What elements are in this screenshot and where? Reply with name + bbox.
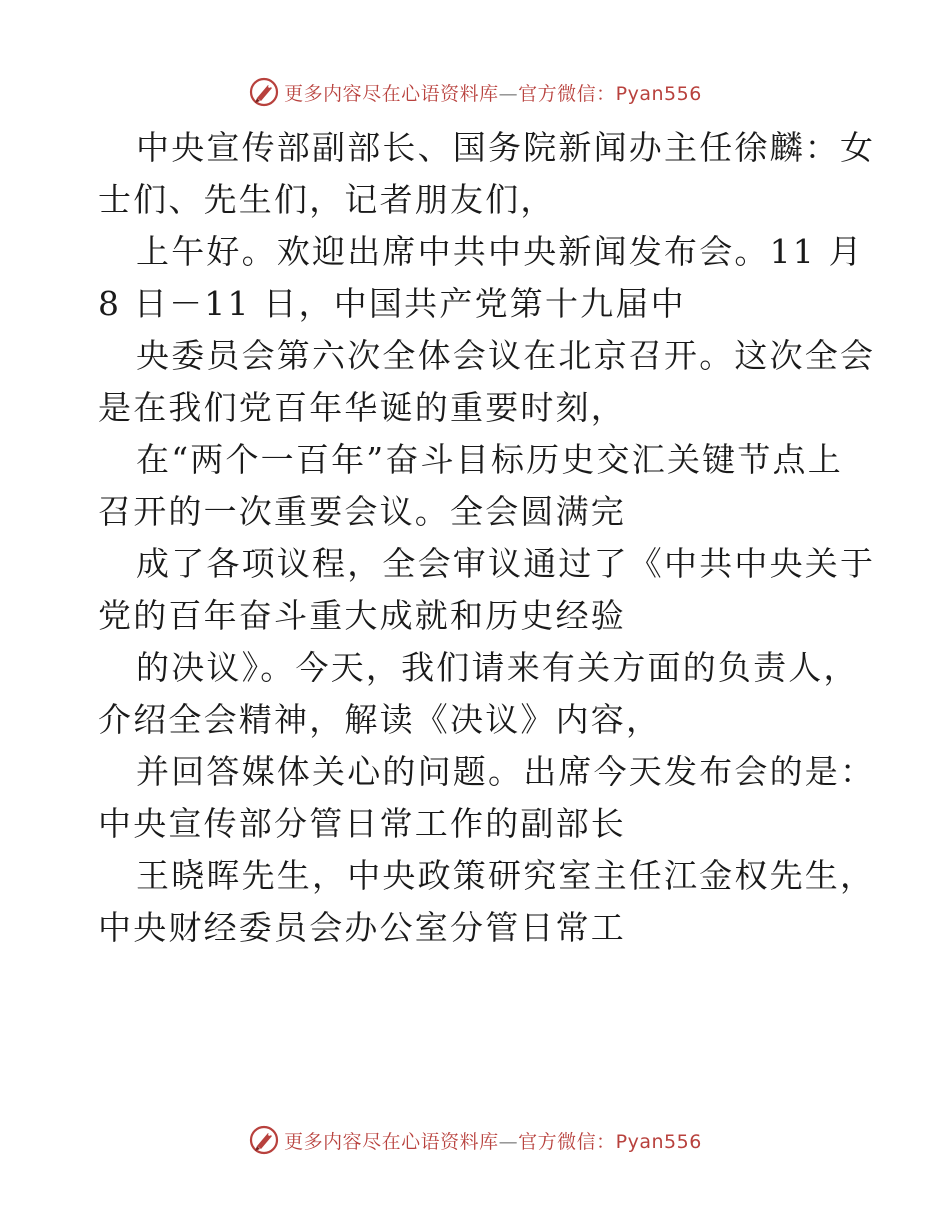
- banner-title: 更多内容尽在心语资料库: [284, 82, 499, 105]
- pen-logo-icon: [248, 76, 280, 108]
- banner-separator: —: [498, 1130, 519, 1153]
- text-line: 8 日－11 日，中国共产党第十九届中: [98, 284, 686, 323]
- footer-banner: [0, 1120, 950, 1160]
- text-line: 中央财经委员会办公室分管日常工: [98, 908, 626, 947]
- banner-contact: 官方微信：Pyan556: [518, 1130, 702, 1153]
- banner-title: 更多内容尽在心语资料库: [284, 1130, 499, 1153]
- text-line: 中央宣传部副部长、国务院新闻办主任徐麟：女: [136, 128, 876, 167]
- banner-text: [284, 79, 702, 106]
- text-line: 介绍全会精神，解读《决议》内容，: [98, 700, 662, 739]
- text-line: 是在我们党百年华诞的重要时刻，: [98, 388, 626, 427]
- text-line: 中央宣传部分管日常工作的副部长: [98, 804, 626, 843]
- text-line: 党的百年奋斗重大成就和历史经验: [98, 596, 626, 635]
- text-line: 上午好。欢迎出席中共中央新闻发布会。11 月: [136, 232, 864, 271]
- text-line: 王晓晖先生，中央政策研究室主任江金权先生，: [136, 856, 876, 895]
- text-line: 的决议》。今天，我们请来有关方面的负责人，: [136, 648, 859, 687]
- banner-separator: —: [498, 82, 519, 105]
- text-line: 并回答媒体关心的问题。出席今天发布会的是：: [136, 752, 876, 791]
- text-line: 央委员会第六次全体会议在北京召开。这次全会: [136, 336, 876, 375]
- text-line: 士们、先生们，记者朋友们，: [98, 180, 556, 219]
- banner-text: [284, 1127, 702, 1154]
- text-line: 召开的一次重要会议。全会圆满完: [98, 492, 626, 531]
- pen-logo-icon: [248, 1124, 280, 1156]
- text-line: 在“两个一百年”奋斗目标历史交汇关键节点上: [136, 440, 843, 479]
- banner-contact: 官方微信：Pyan556: [518, 82, 702, 105]
- text-line: 成了各项议程，全会审议通过了《中共中央关于: [136, 544, 876, 583]
- document-body: [98, 122, 876, 954]
- header-banner: [0, 72, 950, 112]
